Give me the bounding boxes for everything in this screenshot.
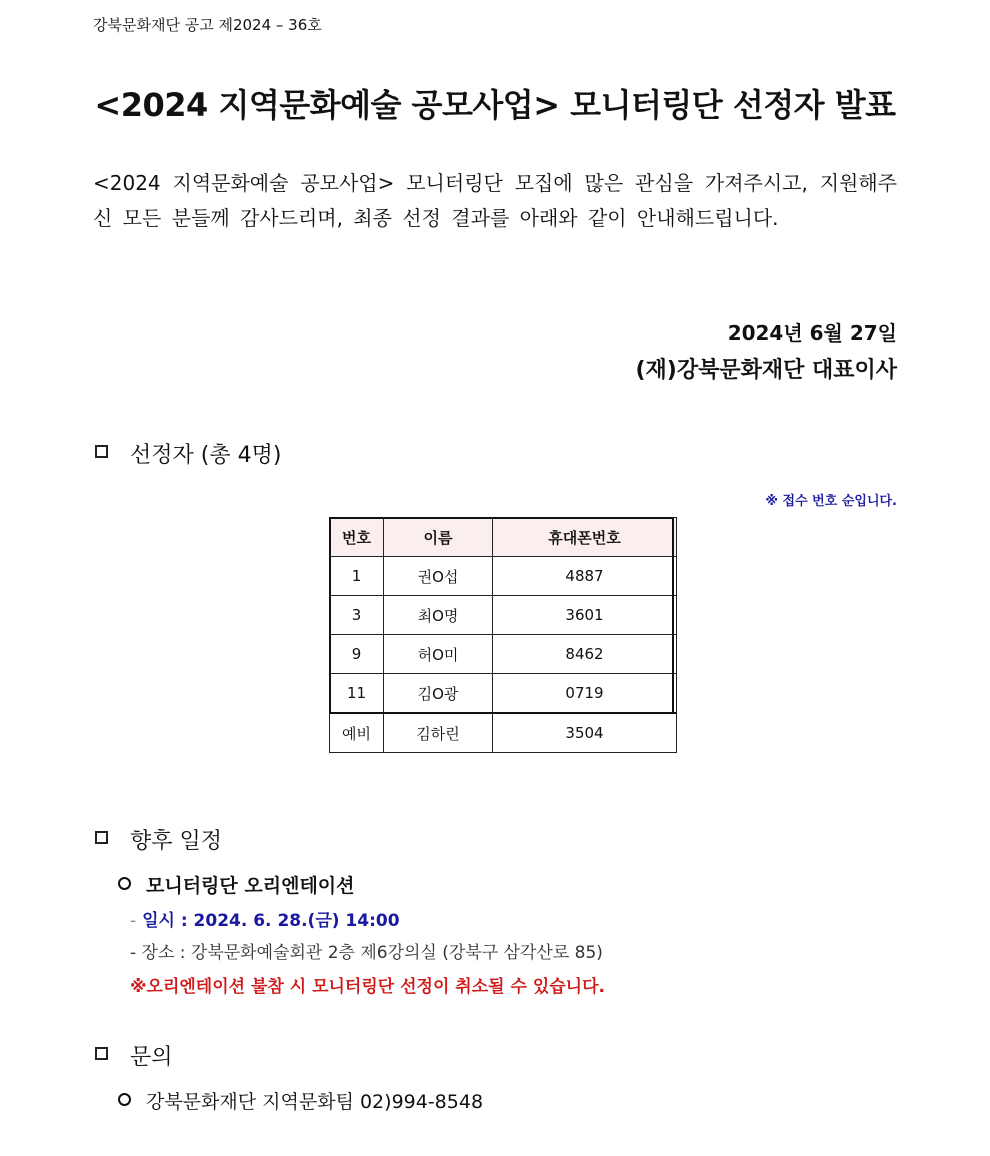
table-cell: 4887 <box>493 557 677 596</box>
section-schedule <box>95 824 222 855</box>
table-cell: 3 <box>330 596 384 635</box>
table-cell: 김O광 <box>384 674 493 714</box>
order-note: ※ 접수 번호 순입니다. <box>765 494 897 509</box>
table-cell: 1 <box>330 557 384 596</box>
table-cell: 최O명 <box>384 596 493 635</box>
table-cell: 0719 <box>493 674 677 714</box>
section-heading: 향후 일정 <box>130 829 223 854</box>
section-contact <box>95 1040 173 1071</box>
orientation-label: 모니터링단 오리엔테이션 <box>146 875 355 897</box>
issuer: (재)강북문화재단 대표이사 <box>635 358 897 383</box>
table-row <box>330 674 677 714</box>
orientation-place: - 장소 : 강북문화예술회관 2층 제6강의실 (강북구 삼각산로 85) <box>130 943 603 963</box>
table-row <box>330 635 677 674</box>
square-bullet-icon <box>95 445 108 458</box>
column-header: 휴대폰번호 <box>493 518 677 557</box>
section-selection <box>95 438 281 469</box>
column-header: 이름 <box>384 518 493 557</box>
column-header: 번호 <box>330 518 384 557</box>
circle-bullet-icon <box>118 877 131 890</box>
orientation-item <box>118 871 355 898</box>
contact-text: 강북문화재단 지역문화팀 02)994-8548 <box>146 1091 484 1113</box>
table-row-reserve <box>330 713 677 753</box>
notice-number: 강북문화재단 공고 제2024 – 36호 <box>93 16 322 34</box>
announcement-date: 2024년 6월 27일 <box>727 321 897 345</box>
square-bullet-icon <box>95 1047 108 1060</box>
date-text: 일시 : 2024. 6. 28.(금) 14:00 <box>142 911 400 931</box>
table-cell: 권O섭 <box>384 557 493 596</box>
table-cell: 3504 <box>493 713 677 753</box>
selection-table <box>329 517 677 753</box>
section-heading: 선정자 (총 4명) <box>130 443 282 468</box>
table-row <box>330 596 677 635</box>
page-title: <2024 지역문화예술 공모사업> 모니터링단 선정자 발표 <box>94 86 896 124</box>
section-heading: 문의 <box>130 1045 173 1070</box>
table-row <box>330 557 677 596</box>
table-cell: 허O미 <box>384 635 493 674</box>
intro-paragraph: <2024 지역문화예술 공모사업> 모니터링단 모집에 많은 관심을 가져주시고, 지원해주신 모든 분들께 감사드리며, 최종 선정 결과를 아래와 같이 안내해드립니다. <box>93 171 897 230</box>
table-cell: 김하린 <box>384 713 493 753</box>
table-header-row <box>330 518 677 557</box>
dash-marker: - <box>130 911 137 931</box>
table-cell: 8462 <box>493 635 677 674</box>
circle-bullet-icon <box>118 1093 131 1106</box>
orientation-date <box>130 906 400 931</box>
table-cell: 11 <box>330 674 384 714</box>
orientation-warning: ※오리엔테이션 불참 시 모니터링단 선정이 취소될 수 있습니다. <box>130 977 605 997</box>
square-bullet-icon <box>95 831 108 844</box>
table-cell: 9 <box>330 635 384 674</box>
table-cell: 3601 <box>493 596 677 635</box>
contact-item <box>118 1087 483 1114</box>
table-cell: 예비 <box>330 713 384 753</box>
